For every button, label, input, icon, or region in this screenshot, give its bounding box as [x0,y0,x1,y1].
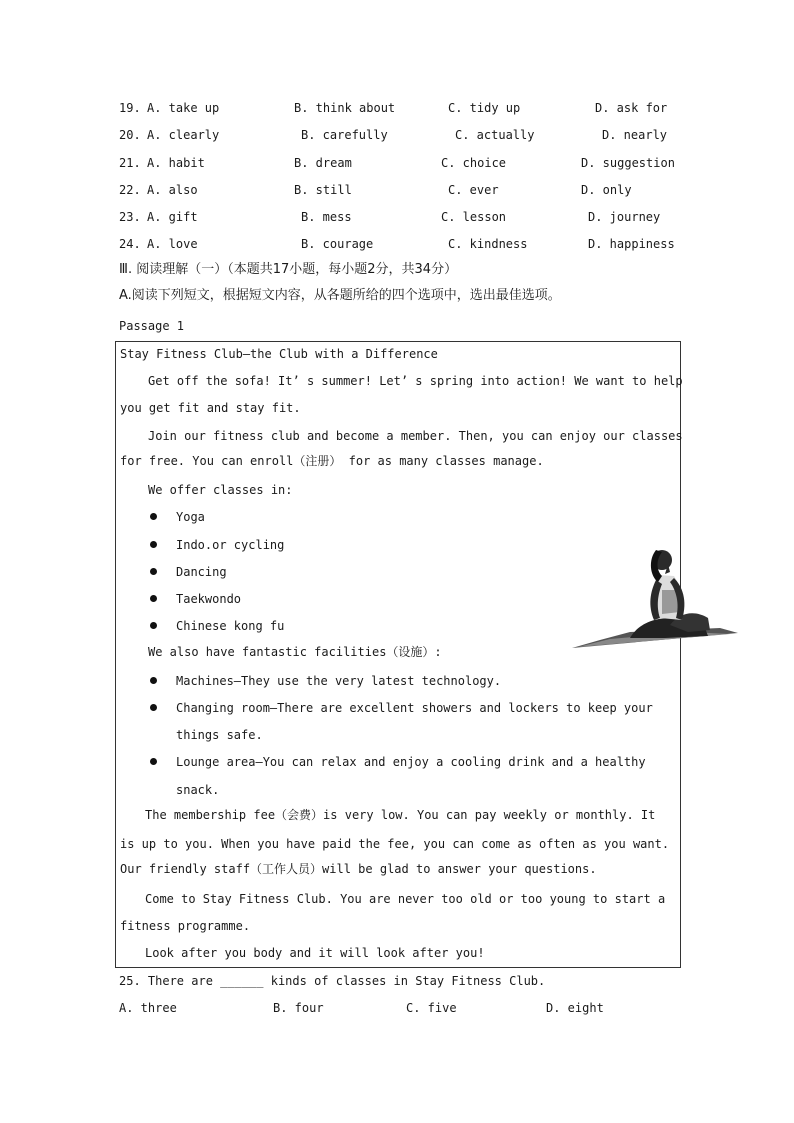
class-item: Yoga [176,510,205,524]
option-a: A. clearly [147,128,220,142]
option-c: C. ever [448,183,499,197]
option-c: C. lesson [441,210,507,224]
option-d: D. journey [588,210,661,224]
option-d: D. only [581,183,632,197]
option-a: A. also [147,183,198,197]
option-d: D. suggestion [581,156,675,170]
bullet [150,677,157,684]
paragraph-line: you get fit and stay fit. [120,401,301,415]
option-b: B. carefully [301,128,388,142]
paragraph-line: Come to Stay Fitness Club. You are never too old or too young to start a [145,892,666,906]
closing-line: Look after you body and it will look after you! [145,946,485,960]
question-number: 23. [119,210,141,224]
option-b: B. four [273,1001,324,1015]
bullet [150,513,157,520]
class-item: Dancing [176,565,227,579]
bullet [150,595,157,602]
passage-label: Passage 1 [119,319,185,333]
option-d: D. happiness [588,237,675,251]
facility-item-continued: snack. [176,783,220,797]
class-item: Taekwondo [176,592,242,606]
option-c: C. kindness [448,237,528,251]
option-a: A. three [119,1001,177,1015]
option-b: B. think about [294,101,396,115]
paragraph-line: The membership fee（会费）is very low. You can pay weekly or monthly. It [145,808,656,822]
paragraph-line: fitness programme. [120,919,251,933]
option-d: D. ask for [595,101,668,115]
option-c: C. actually [455,128,535,142]
question-number: 24. [119,237,141,251]
question-25-stem: 25. There are ______ kinds of classes in Stay Fitness Club. [119,974,546,988]
passage-title: Stay Fitness Club—the Club with a Difference [120,347,438,361]
question-number: 19. [119,101,141,115]
question-number: 21. [119,156,141,170]
paragraph-line: Join our fitness club and become a member. Then, you can enjoy our classes [148,429,683,443]
option-b: B. still [294,183,352,197]
option-b: B. dream [294,156,352,170]
class-item: Indo.or cycling [176,538,285,552]
facility-item: Machines—They use the very latest technology. [176,674,502,688]
bullet [150,704,157,711]
paragraph-line: is up to you. When you have paid the fee, you can come as often as you want. [120,837,670,851]
bullet [150,541,157,548]
facility-item: Lounge area—You can relax and enjoy a cooling drink and a healthy [176,755,646,769]
class-item: Chinese kong fu [176,619,285,633]
yoga-woman-illustration [570,520,740,655]
facility-item-continued: things safe. [176,728,263,742]
classes-intro: We offer classes in: [148,483,293,497]
option-a: A. love [147,237,198,251]
question-number: 20. [119,128,141,142]
option-a: A. take up [147,101,220,115]
bullet [150,622,157,629]
option-b: B. courage [301,237,374,251]
option-a: A. gift [147,210,198,224]
option-c: C. choice [441,156,507,170]
bullet [150,758,157,765]
section-instruction: A.阅读下列短文，根据短文内容，从各题所给的四个选项中，选出最佳选项。 [119,288,561,303]
facilities-intro: We also have fantastic facilities（设施）: [148,645,442,659]
option-a: A. habit [147,156,205,170]
option-b: B. mess [301,210,352,224]
paragraph-line: Our friendly staff（工作人员）will be glad to answer your questions. [120,862,597,876]
option-c: C. five [406,1001,457,1015]
bullet [150,568,157,575]
section-heading: Ⅲ. 阅读理解（一）（本题共17小题，每小题2分，共34分） [119,262,458,277]
paragraph-line: Get off the sofa! It’ s summer! Let’ s spring into action! We want to help [148,374,683,388]
facility-item: Changing room—There are excellent showers and lockers to keep your [176,701,653,715]
paragraph-line: for free. You can enroll（注册） for as many classes manage. [120,454,544,468]
option-c: C. tidy up [448,101,521,115]
option-d: D. nearly [602,128,668,142]
option-d: D. eight [546,1001,604,1015]
question-number: 22. [119,183,141,197]
